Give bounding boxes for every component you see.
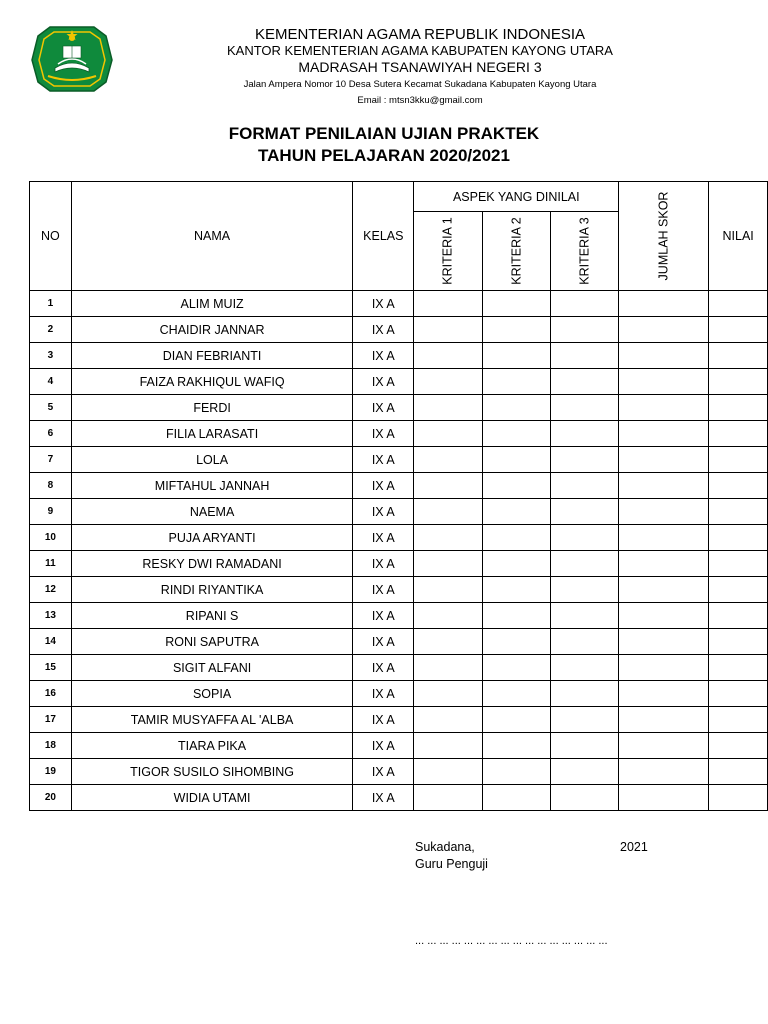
signature-place: Sukadana, (415, 840, 475, 854)
row-no: 14 (30, 629, 72, 655)
row-kelas: IX A (353, 421, 414, 447)
col-no-header: NO (30, 182, 72, 291)
row-kelas: IX A (353, 525, 414, 551)
row-kriteria-1 (414, 447, 482, 473)
row-kriteria-1 (414, 291, 482, 317)
row-kelas: IX A (353, 369, 414, 395)
row-kriteria-1 (414, 317, 482, 343)
page-title: FORMAT PENILAIAN UJIAN PRAKTEK (228, 124, 540, 143)
table-row (30, 369, 768, 395)
row-no: 9 (30, 499, 72, 525)
row-kriteria-3 (550, 525, 618, 551)
row-kriteria-2 (482, 655, 550, 681)
signature-line: ... ... ... ... ... ... ... ... ... ... ... ... ... ... ... ... (415, 935, 608, 947)
row-kriteria-2 (482, 629, 550, 655)
row-nama: FERDI (71, 395, 353, 421)
row-kriteria-2 (482, 291, 550, 317)
row-no: 1 (30, 291, 72, 317)
row-nilai (709, 499, 768, 525)
school-address: Jalan Ampera Nomor 10 Desa Sutera Kecamat Sukadana Kabupaten Kayong Utara (243, 79, 597, 90)
row-kelas: IX A (353, 473, 414, 499)
table-row (30, 655, 768, 681)
row-kelas: IX A (353, 603, 414, 629)
row-kriteria-1 (414, 733, 482, 759)
row-nama: RONI SAPUTRA (71, 629, 353, 655)
row-kriteria-3 (550, 473, 618, 499)
row-kelas: IX A (353, 499, 414, 525)
row-nama: SIGIT ALFANI (71, 655, 353, 681)
row-nama: FAIZA RAKHIQUL WAFIQ (71, 369, 353, 395)
table-row (30, 733, 768, 759)
row-jumlah-skor (619, 525, 709, 551)
row-nilai (709, 343, 768, 369)
row-kriteria-2 (482, 369, 550, 395)
row-kriteria-3 (550, 551, 618, 577)
row-kriteria-1 (414, 759, 482, 785)
row-no: 2 (30, 317, 72, 343)
row-no: 16 (30, 681, 72, 707)
row-nilai (709, 291, 768, 317)
row-nama: LOLA (71, 447, 353, 473)
row-kriteria-1 (414, 577, 482, 603)
row-jumlah-skor (619, 369, 709, 395)
signature-year: 2021 (620, 840, 648, 854)
row-jumlah-skor (619, 421, 709, 447)
row-nama: NAEMA (71, 499, 353, 525)
row-nilai (709, 681, 768, 707)
row-nilai (709, 395, 768, 421)
table-row (30, 759, 768, 785)
row-kelas: IX A (353, 291, 414, 317)
row-kriteria-3 (550, 603, 618, 629)
school-name: MADRASAH TSANAWIYAH NEGERI 3 (298, 59, 542, 75)
row-jumlah-skor (619, 551, 709, 577)
row-nilai (709, 447, 768, 473)
row-kriteria-3 (550, 733, 618, 759)
row-nama: RESKY DWI RAMADANI (71, 551, 353, 577)
row-kriteria-2 (482, 317, 550, 343)
row-kriteria-3 (550, 369, 618, 395)
row-nama: CHAIDIR JANNAR (71, 317, 353, 343)
row-kriteria-3 (550, 499, 618, 525)
row-nama: FILIA LARASATI (71, 421, 353, 447)
row-nama: DIAN FEBRIANTI (71, 343, 353, 369)
row-no: 4 (30, 369, 72, 395)
row-kriteria-1 (414, 421, 482, 447)
row-nama: ALIM MUIZ (71, 291, 353, 317)
row-kriteria-1 (414, 785, 482, 811)
row-no: 20 (30, 785, 72, 811)
row-kriteria-3 (550, 395, 618, 421)
row-nilai (709, 629, 768, 655)
row-no: 17 (30, 707, 72, 733)
row-kriteria-2 (482, 343, 550, 369)
row-kriteria-2 (482, 421, 550, 447)
row-kelas: IX A (353, 343, 414, 369)
row-jumlah-skor (619, 733, 709, 759)
row-nama: TAMIR MUSYAFFA AL 'ALBA (71, 707, 353, 733)
row-kriteria-3 (550, 421, 618, 447)
row-no: 13 (30, 603, 72, 629)
row-kriteria-3 (550, 681, 618, 707)
row-nama: TIARA PIKA (71, 733, 353, 759)
row-kriteria-3 (550, 577, 618, 603)
table-row (30, 421, 768, 447)
table-row (30, 603, 768, 629)
row-jumlah-skor (619, 291, 709, 317)
row-kriteria-1 (414, 343, 482, 369)
row-kriteria-2 (482, 603, 550, 629)
row-no: 7 (30, 447, 72, 473)
kemenag-logo (30, 24, 114, 94)
row-jumlah-skor (619, 499, 709, 525)
row-nilai (709, 655, 768, 681)
row-no: 3 (30, 343, 72, 369)
table-row (30, 577, 768, 603)
signature-role: Guru Penguji (415, 857, 488, 871)
row-jumlah-skor (619, 577, 709, 603)
col-nilai-header: NILAI (709, 182, 768, 291)
table-row (30, 291, 768, 317)
col-k1-label: KRITERIA 1 (440, 217, 455, 285)
ministry-name: KEMENTERIAN AGAMA REPUBLIK INDONESIA (254, 26, 586, 43)
row-kriteria-3 (550, 447, 618, 473)
col-jumlah-header (619, 182, 709, 291)
col-k2-header (482, 212, 550, 291)
row-kriteria-2 (482, 733, 550, 759)
row-kriteria-3 (550, 707, 618, 733)
row-nilai (709, 525, 768, 551)
row-nilai (709, 369, 768, 395)
row-no: 12 (30, 577, 72, 603)
row-nama: WIDIA UTAMI (71, 785, 353, 811)
row-kriteria-1 (414, 629, 482, 655)
row-kriteria-1 (414, 369, 482, 395)
row-nilai (709, 603, 768, 629)
row-nilai (709, 707, 768, 733)
col-k3-label: KRITERIA 3 (577, 217, 592, 285)
row-nama: SOPIA (71, 681, 353, 707)
row-kriteria-2 (482, 785, 550, 811)
row-kriteria-2 (482, 551, 550, 577)
row-kriteria-3 (550, 343, 618, 369)
row-kelas: IX A (353, 681, 414, 707)
col-k2-label: KRITERIA 2 (509, 217, 524, 285)
row-kriteria-1 (414, 551, 482, 577)
row-kriteria-2 (482, 447, 550, 473)
row-nama: RIPANI S (71, 603, 353, 629)
row-kelas: IX A (353, 395, 414, 421)
row-no: 10 (30, 525, 72, 551)
row-jumlah-skor (619, 395, 709, 421)
row-kriteria-2 (482, 499, 550, 525)
row-jumlah-skor (619, 785, 709, 811)
row-kelas: IX A (353, 447, 414, 473)
row-nama: PUJA ARYANTI (71, 525, 353, 551)
row-kriteria-1 (414, 707, 482, 733)
row-kriteria-1 (414, 395, 482, 421)
col-nama-header: NAMA (71, 182, 353, 291)
row-kelas: IX A (353, 629, 414, 655)
row-no: 11 (30, 551, 72, 577)
row-kriteria-3 (550, 629, 618, 655)
row-no: 6 (30, 421, 72, 447)
col-k3-header (550, 212, 618, 291)
col-aspek-header: ASPEK YANG DINILAI (414, 182, 619, 212)
table-row (30, 681, 768, 707)
table-row (30, 343, 768, 369)
row-kelas: IX A (353, 317, 414, 343)
row-kriteria-1 (414, 473, 482, 499)
row-jumlah-skor (619, 681, 709, 707)
row-kelas: IX A (353, 733, 414, 759)
row-kelas: IX A (353, 577, 414, 603)
row-jumlah-skor (619, 603, 709, 629)
row-kriteria-1 (414, 499, 482, 525)
row-no: 19 (30, 759, 72, 785)
table-row (30, 395, 768, 421)
col-k1-header (414, 212, 482, 291)
row-jumlah-skor (619, 317, 709, 343)
row-kriteria-2 (482, 473, 550, 499)
row-no: 8 (30, 473, 72, 499)
row-kriteria-3 (550, 785, 618, 811)
table-row (30, 525, 768, 551)
row-kriteria-1 (414, 655, 482, 681)
table-row (30, 785, 768, 811)
table-row (30, 317, 768, 343)
row-nama: RINDI RIYANTIKA (71, 577, 353, 603)
row-kelas: IX A (353, 759, 414, 785)
row-nama: TIGOR SUSILO SIHOMBING (71, 759, 353, 785)
row-nilai (709, 733, 768, 759)
row-kriteria-1 (414, 525, 482, 551)
page-subtitle: TAHUN PELAJARAN 2020/2021 (258, 146, 510, 165)
row-nilai (709, 577, 768, 603)
row-nama: MIFTAHUL JANNAH (71, 473, 353, 499)
row-kriteria-2 (482, 707, 550, 733)
row-nilai (709, 317, 768, 343)
row-nilai (709, 421, 768, 447)
row-nilai (709, 785, 768, 811)
score-table (29, 181, 768, 811)
school-email: Email : mtsn3kku@gmail.com (357, 95, 483, 106)
row-jumlah-skor (619, 759, 709, 785)
row-jumlah-skor (619, 655, 709, 681)
row-jumlah-skor (619, 343, 709, 369)
row-kriteria-3 (550, 759, 618, 785)
table-row (30, 447, 768, 473)
row-nilai (709, 759, 768, 785)
row-kelas: IX A (353, 707, 414, 733)
table-row (30, 499, 768, 525)
row-kriteria-3 (550, 317, 618, 343)
col-jumlah-label: JUMLAH SKOR (656, 191, 671, 281)
row-no: 5 (30, 395, 72, 421)
row-kriteria-1 (414, 603, 482, 629)
row-kelas: IX A (353, 551, 414, 577)
row-nilai (709, 551, 768, 577)
row-nilai (709, 473, 768, 499)
row-no: 15 (30, 655, 72, 681)
row-kriteria-3 (550, 291, 618, 317)
col-kelas-header: KELAS (353, 182, 414, 291)
row-kriteria-1 (414, 681, 482, 707)
row-jumlah-skor (619, 473, 709, 499)
row-kriteria-3 (550, 655, 618, 681)
row-jumlah-skor (619, 629, 709, 655)
office-name: KANTOR KEMENTERIAN AGAMA KABUPATEN KAYONG UTARA (227, 43, 613, 58)
row-jumlah-skor (619, 447, 709, 473)
row-kriteria-2 (482, 759, 550, 785)
table-row (30, 551, 768, 577)
table-row (30, 629, 768, 655)
row-kriteria-2 (482, 577, 550, 603)
row-no: 18 (30, 733, 72, 759)
row-kriteria-2 (482, 681, 550, 707)
row-kriteria-2 (482, 395, 550, 421)
row-kriteria-2 (482, 525, 550, 551)
table-row (30, 707, 768, 733)
row-jumlah-skor (619, 707, 709, 733)
row-kelas: IX A (353, 655, 414, 681)
row-kelas: IX A (353, 785, 414, 811)
table-row (30, 473, 768, 499)
